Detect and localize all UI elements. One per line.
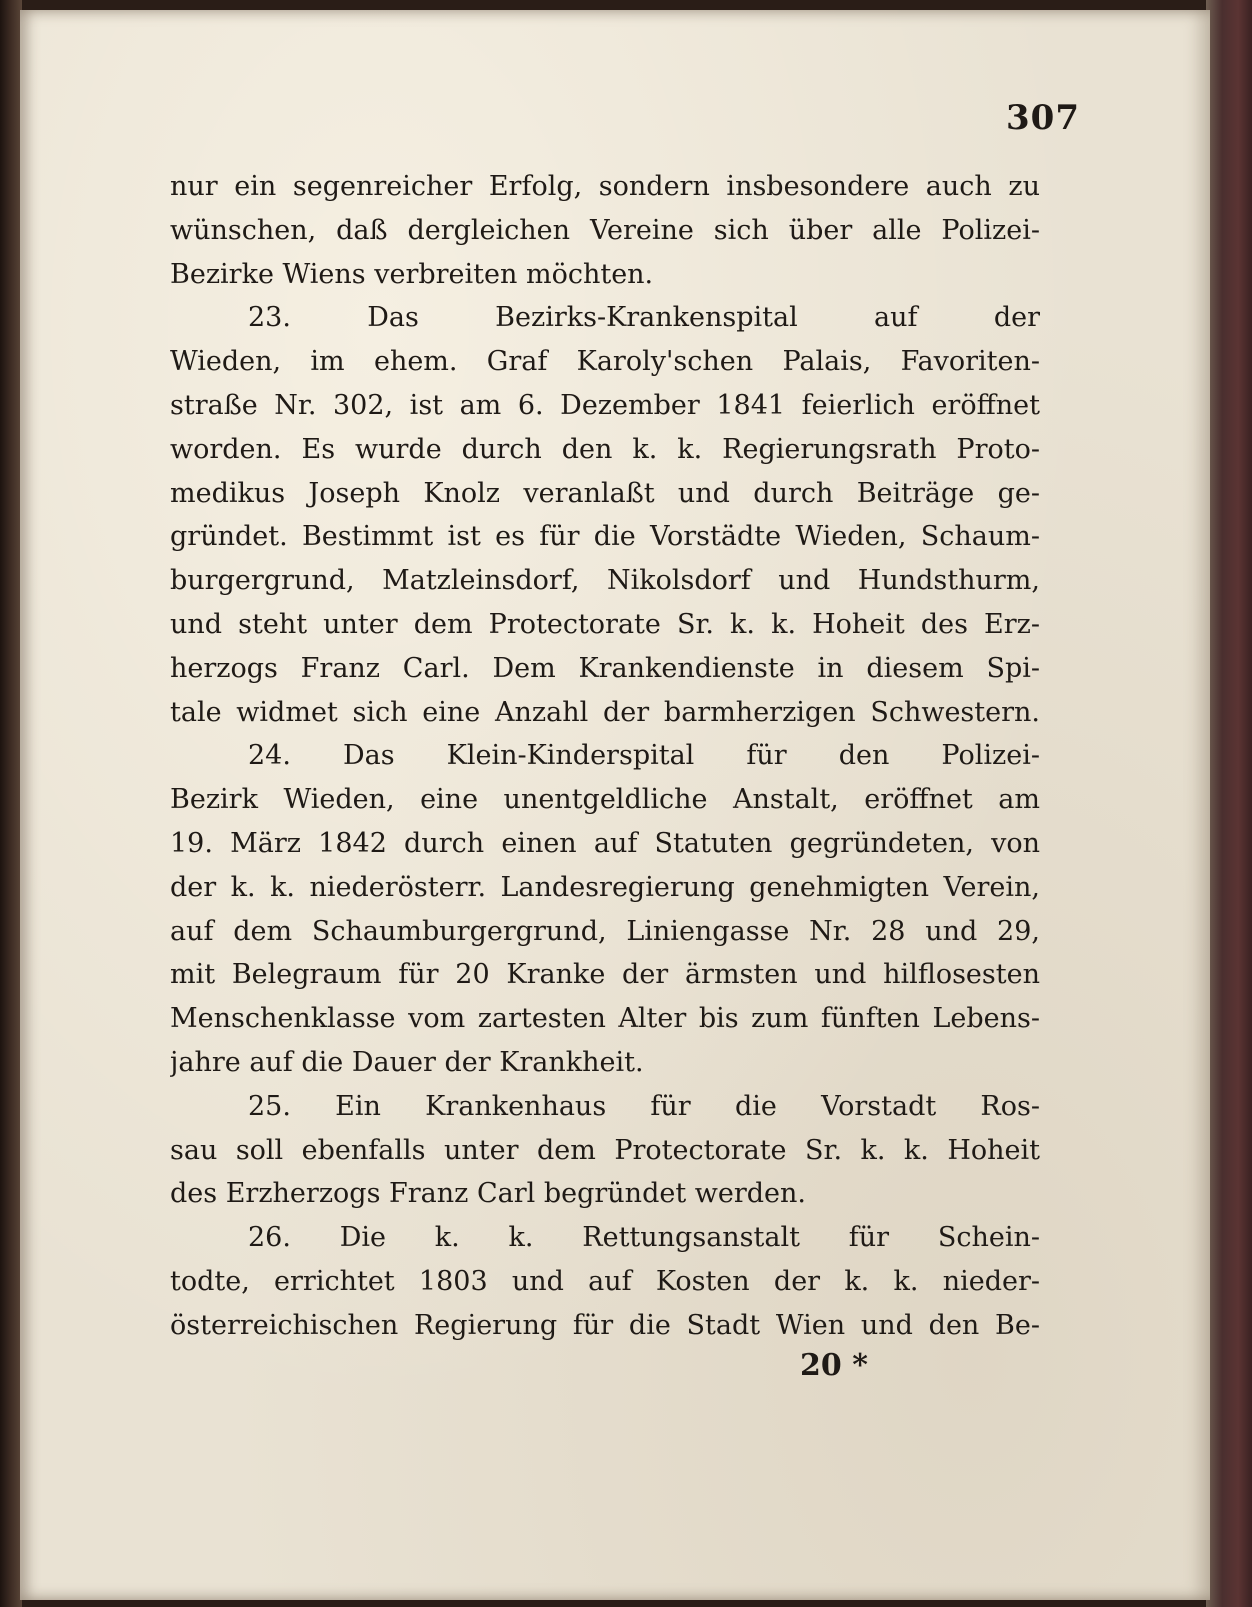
body-text: [170, 165, 1040, 1348]
text-line: nur ein segenreicher Erfolg, sondern insbesondere auch zu: [170, 171, 1040, 202]
signature-mark: 20 *: [800, 1348, 868, 1383]
text-line: 23. Das Bezirks-Krankenspital auf der: [248, 302, 1040, 334]
text-line: sau soll ebenfalls unter dem Protectorate Sr. k. k. Hoheit: [170, 1134, 1040, 1166]
text-line: und steht unter dem Protectorate Sr. k. k. Hoheit des Erz-: [170, 608, 1040, 640]
text-line: tale widmet sich eine Anzahl der barmherzigen Schwestern.: [170, 696, 1040, 728]
book-cover-edge-right: [1206, 0, 1252, 1607]
text-line: der k. k. niederösterr. Landesregierung genehmigten Verein,: [170, 871, 1040, 903]
text-line: 19. März 1842 durch einen auf Statuten gegründeten, von: [170, 827, 1040, 859]
text-line: medikus Joseph Knolz veranlaßt und durch Beiträge ge-: [170, 477, 1040, 509]
text-line: auf dem Schaumburgergrund, Liniengasse Nr. 28 und 29,: [170, 915, 1040, 947]
text-line: 25. Ein Krankenhaus für die Vorstadt Ros-: [248, 1090, 1040, 1122]
text-line: burgergrund, Matzleinsdorf, Nikolsdorf und Hundsthurm,: [170, 565, 1040, 597]
text-line: 26. Die k. k. Rettungsanstalt für Schein-: [248, 1222, 1040, 1254]
text-line: todte, errichtet 1803 und auf Kosten der k. k. nieder-: [170, 1265, 1040, 1297]
text-line: worden. Es wurde durch den k. k. Regierungsrath Proto-: [170, 433, 1040, 465]
text-line: straße Nr. 302, ist am 6. Dezember 1841 feierlich eröffnet: [170, 389, 1040, 421]
text-line: gründet. Bestimmt ist es für die Vorstädte Wieden, Schaum-: [170, 521, 1040, 553]
text-line: 24. Das Klein-Kinderspital für den Polizei-: [248, 740, 1040, 772]
text-line: des Erzherzogs Franz Carl begründet werden.: [170, 1178, 806, 1210]
text-line: wünschen, daß dergleichen Vereine sich über alle Polizei-: [170, 214, 1040, 246]
text-line: österreichischen Regierung für die Stadt Wien und den Be-: [170, 1309, 1040, 1341]
text-line: Bezirke Wiens verbreiten möchten.: [170, 258, 654, 290]
book-spine-left: [0, 0, 22, 1607]
text-line: Wieden, im ehem. Graf Karoly'schen Palais, Favoriten-: [170, 346, 1040, 378]
text-line: mit Belegraum für 20 Kranke der ärmsten und hilflosesten: [170, 959, 1040, 991]
text-line: herzogs Franz Carl. Dem Krankendienste in diesem Spi-: [170, 652, 1040, 684]
book-page: [20, 10, 1210, 1600]
text-line: Bezirk Wieden, eine unentgeldliche Anstalt, eröffnet am: [170, 784, 1040, 816]
text-line: jahre auf die Dauer der Krankheit.: [170, 1046, 644, 1078]
page-number: 307: [1006, 98, 1080, 138]
text-line: Menschenklasse vom zartesten Alter bis zum fünften Lebens-: [170, 1003, 1040, 1035]
